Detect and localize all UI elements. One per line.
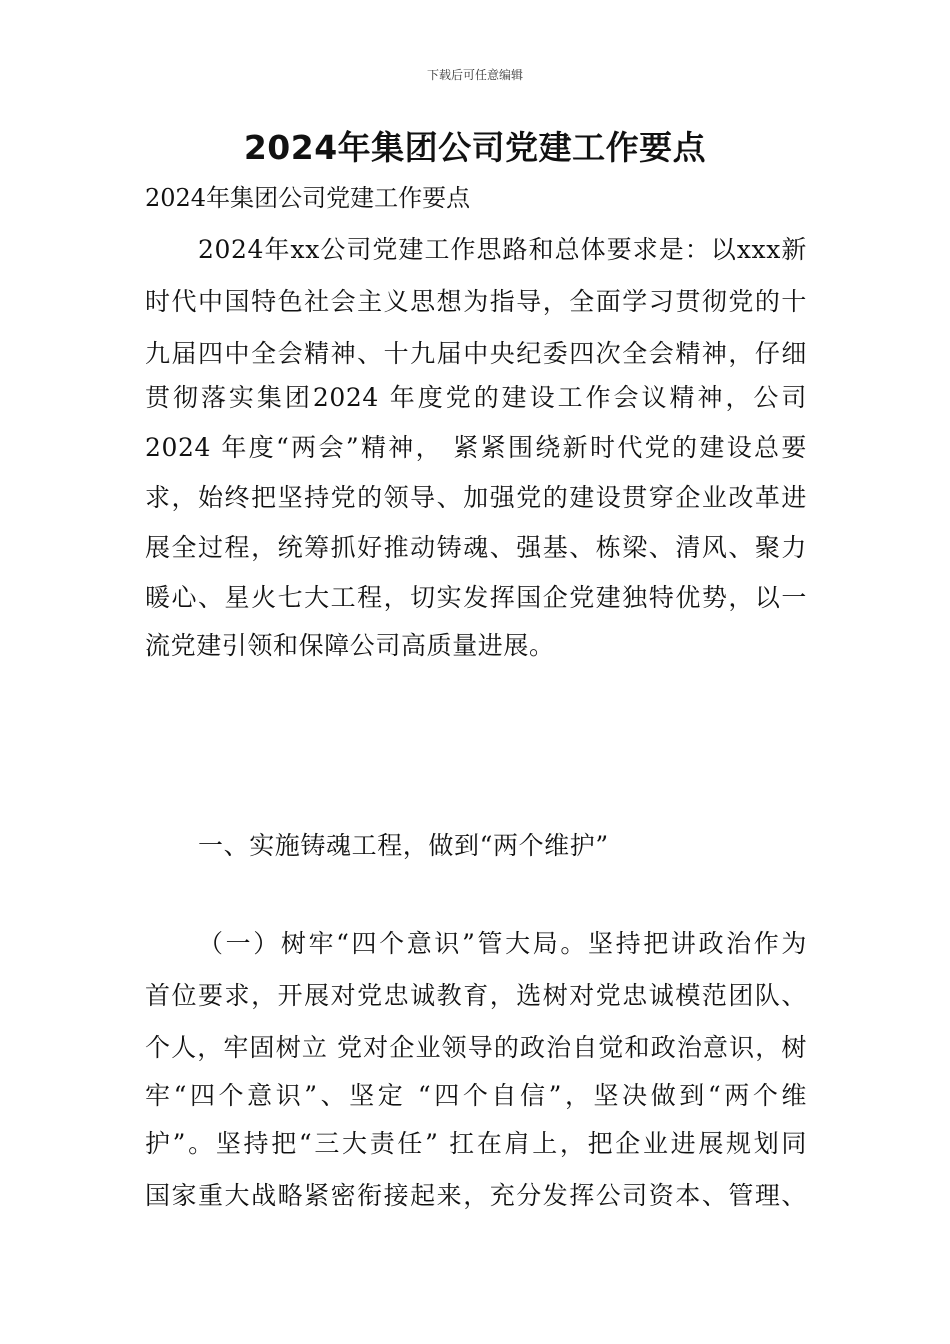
section-line-2: 首位要求，开展对党忠诚教育，选树对党忠诚模范团队、	[145, 981, 807, 1010]
intro-line-9: 流党建引领和保障公司高质量进展。	[145, 631, 555, 660]
intro-line-6: 求，始终把坚持党的领导、加强党的建设贯穿企业改革进	[145, 483, 807, 512]
intro-line-1: 2024年xx公司党建工作思路和总体要求是：以xxx新	[198, 235, 807, 264]
section-line-3: 个人，牢固树立 党对企业领导的政治自觉和政治意识，树	[145, 1033, 807, 1062]
intro-line-3: 九届四中全会精神、十九届中央纪委四次全会精神，仔细	[145, 339, 807, 368]
section-line-5: 护”。坚持把“三大责任” 扛在肩上，把企业进展规划同	[145, 1129, 807, 1158]
header-note: 下载后可任意编辑	[426, 68, 523, 82]
section-line-6: 国家重大战略紧密衔接起来，充分发挥公司资本、管理、	[145, 1181, 807, 1210]
section-line-4: 牢“四个意识”、坚定 “四个自信”，坚决做到“两个维	[145, 1081, 807, 1110]
section-heading: 一、实施铸魂工程，做到“两个维护”	[198, 831, 609, 860]
intro-line-5: 2024 年度“两会”精神， 紧紧围绕新时代党的建设总要	[145, 433, 807, 462]
document-title: 2024年集团公司党建工作要点	[243, 128, 707, 167]
intro-line-7: 展全过程，统筹抓好推动铸魂、强基、栋梁、清风、聚力	[145, 533, 807, 562]
intro-line-8: 暖心、星火七大工程，切实发挥国企党建独特优势，以一	[145, 583, 807, 612]
intro-line-4: 贯彻落实集团2024 年度党的建设工作会议精神，公司	[145, 383, 807, 412]
document-subtitle: 2024年集团公司党建工作要点	[145, 184, 471, 212]
intro-line-2: 时代中国特色社会主义思想为指导，全面学习贯彻党的十	[145, 287, 807, 316]
section-line-1: （一）树牢“四个意识”管大局。坚持把讲政治作为	[198, 929, 807, 958]
